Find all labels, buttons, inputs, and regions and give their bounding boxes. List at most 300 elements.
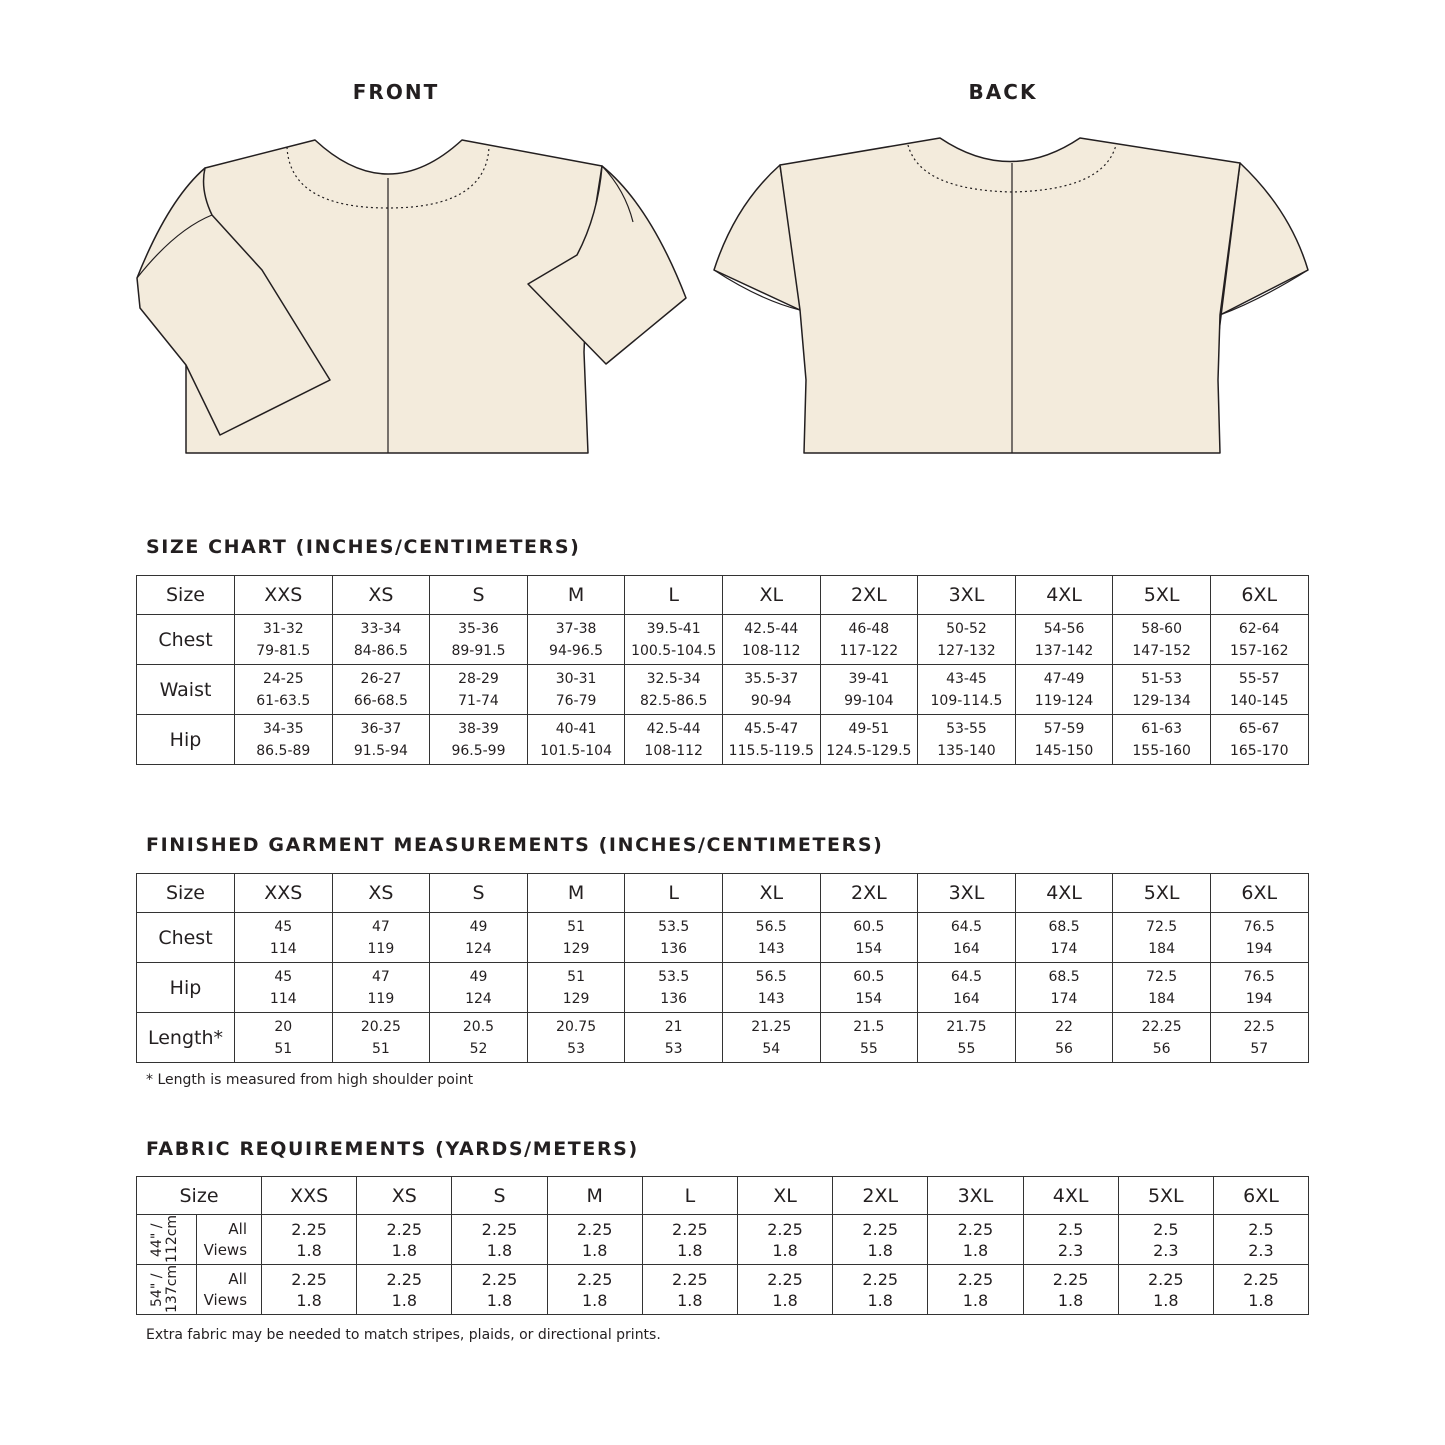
cell-imperial: 46-48 xyxy=(848,620,890,637)
table-cell xyxy=(452,1265,547,1315)
size-header-2xl: 2XL xyxy=(833,1177,928,1215)
size-header-xxs: XXS xyxy=(235,874,333,913)
cell-imperial: 62-64 xyxy=(1238,620,1280,637)
cell-metric: 55 xyxy=(957,1040,976,1057)
cell-imperial: 47 xyxy=(371,968,390,985)
cell-imperial: 45 xyxy=(274,968,293,985)
cell-yards: 2.25 xyxy=(1052,1269,1089,1289)
table-cell xyxy=(357,1215,452,1265)
table-row xyxy=(137,1265,1309,1315)
table-cell xyxy=(625,913,723,963)
table-cell xyxy=(1210,665,1308,715)
table-cell xyxy=(625,665,723,715)
cell-metric: 174 xyxy=(1050,940,1078,957)
cell-meters: 1.8 xyxy=(867,1240,893,1260)
table-cell xyxy=(1113,615,1211,665)
table-row xyxy=(137,615,1309,665)
table-cell xyxy=(452,1215,547,1265)
cell-metric: 135-140 xyxy=(937,742,996,759)
table-cell xyxy=(918,913,1016,963)
cell-imperial: 54-56 xyxy=(1043,620,1085,637)
cell-metric: 124 xyxy=(465,990,492,1007)
cell-metric: 114 xyxy=(269,990,297,1007)
cell-yards: 2.25 xyxy=(1243,1269,1279,1289)
cell-meters: 1.8 xyxy=(772,1290,798,1310)
cell-imperial: 39-41 xyxy=(848,670,890,687)
cell-metric: 194 xyxy=(1245,940,1273,957)
cell-imperial: 47 xyxy=(371,918,390,935)
table-cell xyxy=(332,913,430,963)
cell-metric: 145-150 xyxy=(1034,742,1094,759)
cell-imperial: 21.75 xyxy=(946,1018,987,1035)
table-cell xyxy=(918,665,1016,715)
cell-metric: 129 xyxy=(562,940,590,957)
cell-metric: 71-74 xyxy=(458,692,499,709)
cell-metric: 119 xyxy=(367,990,395,1007)
table-cell xyxy=(1210,715,1308,765)
cell-meters: 1.8 xyxy=(1248,1290,1274,1310)
table-cell xyxy=(262,1265,357,1315)
cell-yards: 2.25 xyxy=(291,1219,327,1239)
fabric-note: Extra fabric may be needed to match stripes, plaids, or directional prints. xyxy=(146,1327,661,1343)
table-cell xyxy=(918,963,1016,1013)
cell-imperial: 22 xyxy=(1055,1018,1073,1035)
cell-meters: 1.8 xyxy=(867,1290,893,1310)
table-cell xyxy=(820,665,918,715)
cell-metric: 86.5-89 xyxy=(256,742,311,759)
cell-imperial: 60.5 xyxy=(853,968,885,985)
table-cell xyxy=(737,1265,832,1315)
cell-metric: 184 xyxy=(1148,940,1175,957)
cell-metric: 53 xyxy=(664,1040,683,1057)
table-cell xyxy=(1213,1215,1308,1265)
table-cell xyxy=(430,665,528,715)
row-label: Length* xyxy=(137,1013,235,1063)
size-header-xl: XL xyxy=(722,874,820,913)
cell-metric: 164 xyxy=(953,990,980,1007)
cell-meters: 1.8 xyxy=(772,1240,798,1260)
cell-metric: 165-170 xyxy=(1229,742,1289,759)
table-cell xyxy=(332,615,430,665)
table-cell xyxy=(820,913,918,963)
fabric-width-label: 44" / 112cm xyxy=(148,1214,180,1263)
table-cell xyxy=(547,1265,642,1315)
table-cell xyxy=(235,1013,333,1063)
size-header-4xl: 4XL xyxy=(1023,1177,1118,1215)
header-row xyxy=(137,576,1309,615)
table-cell xyxy=(1113,913,1211,963)
cell-imperial: 20.5 xyxy=(462,1018,495,1035)
table-cell xyxy=(430,615,528,665)
table-cell xyxy=(625,1013,723,1063)
cell-metric: 154 xyxy=(855,940,883,957)
size-header-xl: XL xyxy=(737,1177,832,1215)
cell-imperial: 47-49 xyxy=(1043,670,1085,687)
size-header-l: L xyxy=(625,874,723,913)
cell-yards: 2.25 xyxy=(672,1269,708,1289)
table-cell xyxy=(1113,665,1211,715)
size-header-xs: XS xyxy=(332,576,430,615)
row-label: Chest xyxy=(137,615,235,665)
cell-yards: 2.25 xyxy=(386,1269,423,1289)
size-header-xxs: XXS xyxy=(262,1177,357,1215)
back-label: BACK xyxy=(968,80,1038,104)
cell-imperial: 72.5 xyxy=(1146,968,1178,985)
table-cell xyxy=(1015,615,1113,665)
cell-imperial: 33-34 xyxy=(360,620,402,637)
table-cell xyxy=(332,665,430,715)
cell-metric: 129-134 xyxy=(1132,692,1191,709)
cell-imperial: 64.5 xyxy=(950,968,983,985)
cell-yards: 2.25 xyxy=(576,1269,613,1289)
view-cell xyxy=(197,1215,262,1265)
table-cell xyxy=(1015,913,1113,963)
cell-metric: 108-112 xyxy=(742,642,801,659)
size-header-5xl: 5XL xyxy=(1113,874,1211,913)
cell-imperial: 76.5 xyxy=(1243,918,1275,935)
view-line2: Views xyxy=(203,1240,248,1259)
fabric-width-cell xyxy=(137,1265,197,1315)
cell-imperial: 65-67 xyxy=(1238,720,1280,737)
view-line1: All xyxy=(228,1269,248,1288)
row-label: Hip xyxy=(137,963,235,1013)
table-cell xyxy=(527,615,625,665)
table-cell xyxy=(722,715,820,765)
cell-imperial: 45.5-47 xyxy=(744,720,799,737)
table-cell xyxy=(527,1013,625,1063)
table-cell xyxy=(235,715,333,765)
table-cell xyxy=(332,1013,430,1063)
size-header-4xl: 4XL xyxy=(1015,576,1113,615)
table-cell xyxy=(820,615,918,665)
view-line1: All xyxy=(228,1219,248,1238)
finished-title: FINISHED GARMENT MEASUREMENTS (INCHES/CENTIMETERS) xyxy=(146,834,884,856)
cell-metric: 194 xyxy=(1245,990,1273,1007)
table-cell xyxy=(722,615,820,665)
cell-imperial: 26-27 xyxy=(360,670,402,687)
fabric-table xyxy=(136,1176,1309,1315)
table-cell xyxy=(262,1215,357,1265)
size-header-label: Size xyxy=(137,874,235,913)
cell-meters: 1.8 xyxy=(1153,1290,1179,1310)
view-cell xyxy=(197,1265,262,1315)
table-cell xyxy=(1210,1013,1308,1063)
size-header-3xl: 3XL xyxy=(928,1177,1023,1215)
table-cell xyxy=(722,913,820,963)
cell-yards: 2.25 xyxy=(957,1219,994,1239)
cell-yards: 2.25 xyxy=(767,1219,803,1239)
cell-imperial: 58-60 xyxy=(1141,620,1182,637)
cell-metric: 164 xyxy=(953,940,980,957)
cell-metric: 129 xyxy=(562,990,590,1007)
cell-metric: 119-124 xyxy=(1034,692,1094,709)
cell-imperial: 20 xyxy=(274,1018,293,1035)
table-cell xyxy=(1015,963,1113,1013)
cell-yards: 2.25 xyxy=(291,1269,327,1289)
table-cell xyxy=(1113,1013,1211,1063)
table-cell xyxy=(235,963,333,1013)
size-header-xxs: XXS xyxy=(235,576,333,615)
cell-metric: 137-142 xyxy=(1034,642,1094,659)
size-header-3xl: 3XL xyxy=(918,576,1016,615)
cell-metric: 124.5-129.5 xyxy=(826,742,912,759)
cell-metric: 127-132 xyxy=(937,642,996,659)
table-row xyxy=(137,715,1309,765)
cell-imperial: 51 xyxy=(567,918,585,935)
cell-yards: 2.25 xyxy=(862,1219,899,1239)
cell-metric: 55 xyxy=(859,1040,878,1057)
cell-imperial: 50-52 xyxy=(946,620,987,637)
finished-table xyxy=(136,873,1309,1063)
cell-metric: 154 xyxy=(855,990,883,1007)
table-cell xyxy=(1015,715,1113,765)
fabric-title: FABRIC REQUIREMENTS (YARDS/METERS) xyxy=(146,1138,639,1160)
table-cell xyxy=(1118,1265,1213,1315)
table-cell xyxy=(722,665,820,715)
cell-meters: 1.8 xyxy=(486,1290,513,1310)
table-cell xyxy=(430,715,528,765)
cell-imperial: 51-53 xyxy=(1141,670,1182,687)
table-cell xyxy=(527,913,625,963)
table-cell xyxy=(625,963,723,1013)
cell-imperial: 37-38 xyxy=(555,620,597,637)
cell-metric: 157-162 xyxy=(1229,642,1289,659)
row-label: Hip xyxy=(137,715,235,765)
cell-imperial: 21.25 xyxy=(751,1018,792,1035)
cell-imperial: 64.5 xyxy=(950,918,983,935)
cell-yards: 2.5 xyxy=(1248,1219,1274,1239)
cell-metric: 115.5-119.5 xyxy=(728,742,814,759)
cell-metric: 66-68.5 xyxy=(353,692,408,709)
cell-metric: 61-63.5 xyxy=(256,692,311,709)
size-header-m: M xyxy=(527,874,625,913)
cell-imperial: 61-63 xyxy=(1141,720,1182,737)
table-cell xyxy=(918,1013,1016,1063)
front-label: FRONT xyxy=(352,80,440,104)
size-header-s: S xyxy=(452,1177,547,1215)
table-cell xyxy=(722,963,820,1013)
header-row xyxy=(137,874,1309,913)
cell-metric: 56 xyxy=(1152,1040,1171,1057)
size-header-5xl: 5XL xyxy=(1113,576,1211,615)
table-cell xyxy=(1113,963,1211,1013)
cell-imperial: 49 xyxy=(469,918,488,935)
cell-imperial: 22.25 xyxy=(1141,1018,1182,1035)
cell-metric: 174 xyxy=(1050,990,1078,1007)
cell-imperial: 68.5 xyxy=(1048,918,1080,935)
cell-imperial: 32.5-34 xyxy=(646,670,701,687)
cell-metric: 117-122 xyxy=(839,642,899,659)
size-header-6xl: 6XL xyxy=(1210,874,1308,913)
cell-yards: 2.25 xyxy=(957,1269,994,1289)
cell-imperial: 56.5 xyxy=(755,918,787,935)
size-header-3xl: 3XL xyxy=(918,874,1016,913)
cell-imperial: 76.5 xyxy=(1243,968,1275,985)
table-cell xyxy=(642,1265,737,1315)
size-header-5xl: 5XL xyxy=(1118,1177,1213,1215)
cell-metric: 124 xyxy=(465,940,492,957)
table-cell xyxy=(820,963,918,1013)
table-cell xyxy=(722,1013,820,1063)
fabric-width-cell xyxy=(137,1215,197,1265)
table-cell xyxy=(737,1215,832,1265)
table-cell xyxy=(625,615,723,665)
cell-yards: 2.5 xyxy=(1153,1219,1179,1239)
table-cell xyxy=(928,1265,1023,1315)
cell-imperial: 42.5-44 xyxy=(646,720,701,737)
cell-meters: 1.8 xyxy=(296,1240,322,1260)
back-garment-illustration xyxy=(705,130,1315,465)
cell-imperial: 36-37 xyxy=(360,720,402,737)
table-cell xyxy=(1023,1215,1118,1265)
table-cell xyxy=(820,715,918,765)
cell-imperial: 51 xyxy=(567,968,585,985)
table-cell xyxy=(527,665,625,715)
cell-metric: 90-94 xyxy=(750,692,792,709)
cell-metric: 91.5-94 xyxy=(353,742,408,759)
table-cell xyxy=(1210,963,1308,1013)
cell-imperial: 55-57 xyxy=(1238,670,1280,687)
cell-metric: 109-114.5 xyxy=(930,692,1003,709)
size-header-m: M xyxy=(547,1177,642,1215)
size-header-s: S xyxy=(430,874,528,913)
size-header-2xl: 2XL xyxy=(820,874,918,913)
cell-metric: 54 xyxy=(762,1040,781,1057)
table-cell xyxy=(235,913,333,963)
table-row xyxy=(137,913,1309,963)
size-header-xs: XS xyxy=(332,874,430,913)
cell-imperial: 60.5 xyxy=(853,918,885,935)
cell-metric: 184 xyxy=(1148,990,1175,1007)
cell-imperial: 53-55 xyxy=(946,720,987,737)
size-header-label: Size xyxy=(137,576,235,615)
cell-imperial: 35.5-37 xyxy=(744,670,799,687)
length-note: * Length is measured from high shoulder point xyxy=(146,1072,474,1088)
cell-yards: 2.25 xyxy=(1147,1269,1184,1289)
table-cell xyxy=(527,715,625,765)
cell-imperial: 30-31 xyxy=(555,670,597,687)
cell-imperial: 53.5 xyxy=(658,918,690,935)
cell-metric: 53 xyxy=(567,1040,585,1057)
cell-imperial: 68.5 xyxy=(1048,968,1080,985)
cell-imperial: 24-25 xyxy=(262,670,304,687)
cell-meters: 1.8 xyxy=(962,1290,989,1310)
cell-imperial: 34-35 xyxy=(262,720,304,737)
table-cell xyxy=(833,1265,928,1315)
cell-imperial: 21.5 xyxy=(853,1018,885,1035)
cell-meters: 2.3 xyxy=(1153,1240,1179,1260)
cell-imperial: 42.5-44 xyxy=(744,620,799,637)
row-label: Waist xyxy=(137,665,235,715)
size-chart-title: SIZE CHART (INCHES/CENTIMETERS) xyxy=(146,536,581,558)
cell-metric: 82.5-86.5 xyxy=(639,692,708,709)
cell-metric: 108-112 xyxy=(644,742,703,759)
cell-imperial: 49-51 xyxy=(848,720,890,737)
cell-yards: 2.25 xyxy=(767,1269,803,1289)
header-row xyxy=(137,1177,1309,1215)
front-garment-illustration xyxy=(130,130,700,465)
row-label: Chest xyxy=(137,913,235,963)
cell-meters: 1.8 xyxy=(1057,1290,1084,1310)
cell-meters: 1.8 xyxy=(581,1240,608,1260)
size-header-xs: XS xyxy=(357,1177,452,1215)
size-header-m: M xyxy=(527,576,625,615)
cell-meters: 1.8 xyxy=(581,1290,608,1310)
cell-imperial: 20.25 xyxy=(360,1018,401,1035)
cell-imperial: 21 xyxy=(664,1018,683,1035)
cell-metric: 143 xyxy=(757,940,785,957)
table-cell xyxy=(1015,665,1113,715)
cell-imperial: 57-59 xyxy=(1043,720,1085,737)
table-cell xyxy=(625,715,723,765)
cell-metric: 140-145 xyxy=(1229,692,1289,709)
cell-metric: 100.5-104.5 xyxy=(631,642,717,659)
cell-imperial: 20.75 xyxy=(556,1018,597,1035)
table-cell xyxy=(547,1215,642,1265)
cell-imperial: 72.5 xyxy=(1146,918,1178,935)
table-cell xyxy=(430,1013,528,1063)
table-cell xyxy=(1118,1215,1213,1265)
table-cell xyxy=(1015,1013,1113,1063)
cell-yards: 2.25 xyxy=(481,1219,518,1239)
cell-metric: 51 xyxy=(371,1040,390,1057)
cell-metric: 155-160 xyxy=(1132,742,1191,759)
table-cell xyxy=(918,715,1016,765)
table-cell xyxy=(527,963,625,1013)
cell-imperial: 53.5 xyxy=(658,968,690,985)
table-cell xyxy=(430,963,528,1013)
table-cell xyxy=(918,615,1016,665)
cell-metric: 84-86.5 xyxy=(353,642,408,659)
cell-metric: 136 xyxy=(660,940,688,957)
cell-imperial: 49 xyxy=(469,968,488,985)
table-cell xyxy=(332,715,430,765)
table-cell xyxy=(357,1265,452,1315)
cell-imperial: 38-39 xyxy=(458,720,499,737)
size-chart-table xyxy=(136,575,1309,765)
size-header-l: L xyxy=(625,576,723,615)
cell-meters: 1.8 xyxy=(486,1240,513,1260)
cell-yards: 2.25 xyxy=(576,1219,613,1239)
cell-yards: 2.5 xyxy=(1057,1219,1084,1239)
cell-imperial: 45 xyxy=(274,918,293,935)
cell-imperial: 56.5 xyxy=(755,968,787,985)
cell-yards: 2.25 xyxy=(672,1219,708,1239)
table-cell xyxy=(1210,615,1308,665)
size-header-xl: XL xyxy=(722,576,820,615)
cell-meters: 1.8 xyxy=(677,1240,703,1260)
table-cell xyxy=(1113,715,1211,765)
cell-imperial: 43-45 xyxy=(946,670,987,687)
size-header-l: L xyxy=(642,1177,737,1215)
cell-metric: 96.5-99 xyxy=(451,742,506,759)
cell-meters: 1.8 xyxy=(677,1290,703,1310)
cell-meters: 1.8 xyxy=(391,1240,418,1260)
cell-metric: 143 xyxy=(757,990,785,1007)
table-cell xyxy=(332,963,430,1013)
view-line2: Views xyxy=(203,1290,248,1309)
table-cell xyxy=(235,615,333,665)
cell-yards: 2.25 xyxy=(481,1269,518,1289)
cell-meters: 2.3 xyxy=(1057,1240,1084,1260)
cell-imperial: 31-32 xyxy=(262,620,304,637)
cell-metric: 51 xyxy=(274,1040,293,1057)
table-cell xyxy=(820,1013,918,1063)
cell-imperial: 28-29 xyxy=(458,670,499,687)
table-cell xyxy=(430,913,528,963)
cell-metric: 94-96.5 xyxy=(549,642,604,659)
table-cell xyxy=(1213,1265,1308,1315)
